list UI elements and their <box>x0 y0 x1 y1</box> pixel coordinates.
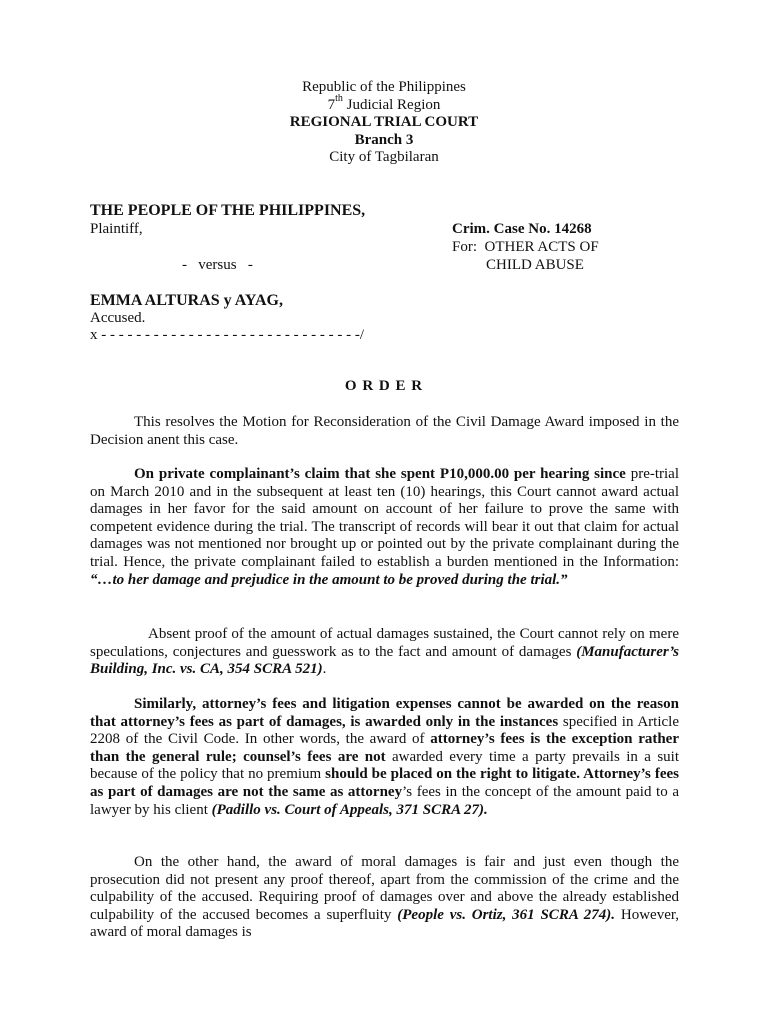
header-region-rest: Judicial Region <box>342 96 441 113</box>
case-number: Crim. Case No. 14268 <box>452 221 592 237</box>
paragraph-3 <box>90 626 679 679</box>
paragraph-4-e: should be placed on the right to litigate. Attorney’s fees as part of damages are not the same as attorney <box>90 766 680 800</box>
paragraph-2-lead: On private complainant’s claim that she spent P10,000.00 per hearing since <box>134 466 626 482</box>
paragraph-4 <box>90 696 679 819</box>
paragraph-2 <box>90 466 679 589</box>
case-for-line1: For: OTHER ACTS OF <box>452 239 599 255</box>
header-region-num: 7 <box>327 96 336 113</box>
plaintiff-name: THE PEOPLE OF THE PHILIPPINES, <box>90 202 366 219</box>
paragraph-1 <box>90 414 679 449</box>
paragraph-5-citation: (People vs. Ortiz, 361 SCRA 274). <box>397 906 616 923</box>
paragraph-4-c: attorney’s fees is the exception rather than the general rule; counsel’s fees are not <box>90 731 680 765</box>
header-region <box>0 92 768 115</box>
caption-separator: x - - - - - - - - - - - - - - - - - - - - - - - - - - - - - -/ <box>90 327 365 343</box>
paragraph-3-text: Absent proof of the amount of actual damages sustained, the Court cannot rely on mere speculations, conjectures and guesswork as to the fact and amount of damages <box>90 626 679 660</box>
versus-label: - versus - <box>182 257 253 273</box>
header-city: City of Tagbilaran <box>329 149 439 165</box>
order-title: O R D E R <box>344 378 424 394</box>
paragraph-4-f: ’s fees in the concept of the amount paid to a lawyer by his client <box>90 783 680 818</box>
paragraph-4-a: Similarly, attorney’s fees and litigation expenses cannot be awarded on the reason that attorney’s fees as part of damages, is awarded only in the instances <box>90 696 679 730</box>
paragraph-5-end: However, award of moral damages is <box>90 906 679 941</box>
plaintiff-role: Plaintiff, <box>90 221 143 237</box>
paragraph-3-citation: (Manufacturer’s Building, Inc. vs. CA, 354 SCRA 521) <box>90 643 679 678</box>
paragraph-2-quote: “…to her damage and prejudice in the amount to be proved during the trial.” <box>90 571 568 588</box>
paragraph-1-text: This resolves the Motion for Reconsideration of the Civil Damage Award imposed in the Decision anent this case. <box>90 414 679 448</box>
paragraph-4-citation: (Padillo vs. Court of Appeals, 371 SCRA 27). <box>211 801 488 818</box>
paragraph-3-end: . <box>322 661 327 678</box>
paragraph-4-d: awarded every time a party prevails in a suit because of the policy that no premium <box>90 748 679 783</box>
header-branch: Branch 3 <box>354 131 414 148</box>
paragraph-5 <box>90 854 679 942</box>
paragraph-4-b: specified in Article 2208 of the Civil Code. In other words, the award of <box>90 713 679 748</box>
paragraph-2-text: pre-trial on March 2010 and in the subsequent at least ten (10) hearings, this Court cannot award actual damages in her favor for the said amount on account of her failure to prove the same with competent evidence during the trial. The transcript of records will bear it out that claim for actual damages was not mentioned nor brought up or pointed out by the private complainant during the trial. Hence, the private complainant failed to establish a burden mentioned in the Information: <box>90 466 679 570</box>
header-court: REGIONAL TRIAL COURT <box>289 114 479 130</box>
header-republic: Republic of the Philippines <box>302 79 466 95</box>
accused-name: EMMA ALTURAS y AYAG, <box>90 292 283 309</box>
header-region-sup: th <box>335 92 343 104</box>
accused-role: Accused. <box>90 310 146 326</box>
case-for-line2: CHILD ABUSE <box>486 257 584 273</box>
paragraph-5-text: On the other hand, the award of moral damages is fair and just even though the prosecution did not present any proof thereof, apart from the commission of the crime and the culpability of the accused. Requiring proof of damages over and above the already established culpability of the accused becomes a superfluity <box>90 854 679 923</box>
